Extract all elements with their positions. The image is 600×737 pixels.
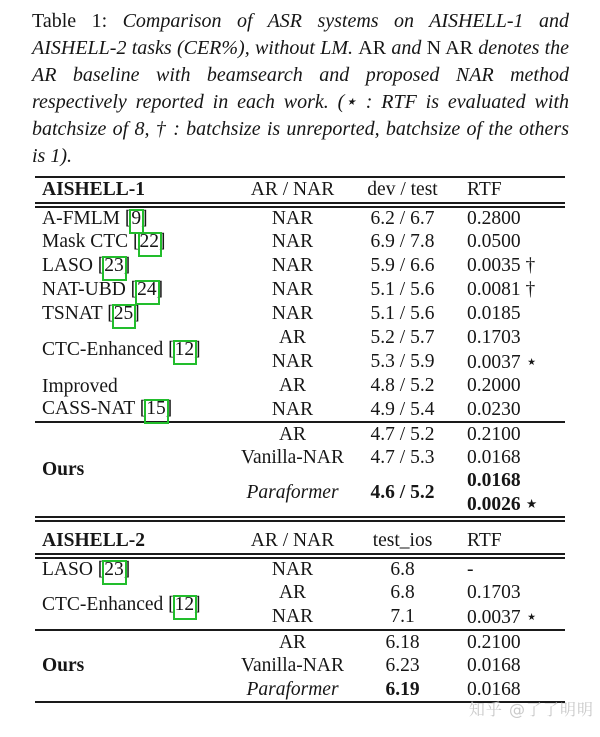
mode-cell: AR: [278, 423, 307, 445]
rtf-cell: 0.0230: [467, 398, 521, 420]
aishell1-table: [35, 176, 565, 522]
table-row: [35, 326, 565, 350]
mode-cell: Paraformer: [246, 482, 339, 503]
score-cell: 5.1 / 5.6: [370, 279, 435, 300]
model-name: TSNAT [: [42, 303, 114, 324]
mode-cell: AR: [278, 582, 307, 603]
score-cell: 4.8 / 5.2: [370, 375, 435, 396]
rtf-cell: 0.0081 †: [467, 279, 536, 300]
table-row: [35, 230, 565, 254]
mode-cell: NAR: [271, 303, 314, 324]
table-row: [35, 374, 565, 398]
mode-cell: NAR: [271, 398, 314, 420]
mode-cell: AR: [278, 327, 307, 348]
rtf-cell: 0.2800: [467, 208, 521, 229]
rtf-cell: -: [467, 559, 474, 580]
citation-link[interactable]: 23: [104, 255, 124, 276]
mode-cell: Paraformer: [246, 678, 339, 700]
rtf-cell: 0.0037 ⋆: [467, 607, 538, 628]
score-cell: 4.7 / 5.3: [370, 447, 435, 468]
table1-header-row: [35, 177, 565, 205]
aishell2-table: [35, 528, 565, 703]
score-cell: 5.3 / 5.9: [370, 351, 435, 372]
citation-link[interactable]: 12: [174, 339, 195, 360]
rtf-cell: 0.0500: [467, 231, 521, 252]
score-cell: 6.2 / 6.7: [370, 208, 435, 229]
score-cell: 4.6 / 5.2: [370, 482, 435, 503]
zhihu-watermark: 知乎 @了了明明: [468, 700, 594, 719]
model-cell: [35, 581, 235, 630]
model-name-end: ]: [159, 231, 166, 252]
table2-title: AISHELL-2: [42, 529, 145, 551]
model-cell: [35, 302, 235, 326]
caption-text-2: denotes the AR baseline with beamsearch and proposed NAR method respectively reported in each work. (⋆ : RTF is evaluated with batchsize of 8, † : batchsize is unreported, batchsize of the others is 1).: [32, 37, 570, 167]
score-cell: 4.9 / 5.4: [370, 398, 435, 420]
model-cell: [35, 556, 235, 581]
score-cell: 5.9 / 6.6: [370, 255, 435, 276]
rtf-cell: 0.2100: [467, 631, 521, 653]
rtf-cell: [455, 470, 565, 519]
citation-link[interactable]: 15: [146, 397, 166, 419]
model-name: CTC-Enhanced [: [42, 339, 175, 360]
score-cell: 6.8: [390, 582, 415, 603]
table1-title: AISHELL-1: [42, 179, 145, 200]
rtf-cell: 0.0168: [467, 447, 521, 468]
table1-col-rtf: RTF: [467, 179, 502, 200]
model-name: Mask CTC [: [42, 231, 140, 252]
rtf-cell: 0.0035 †: [467, 255, 536, 276]
rtf-cell: 0.1703: [467, 582, 521, 603]
ours-label-cell: Ours: [42, 655, 85, 676]
mode-cell: AR: [278, 375, 307, 396]
mode-cell: NAR: [271, 351, 314, 372]
table2-col-score: test_ios: [372, 529, 433, 551]
rtf-cell: 0.2000: [467, 375, 521, 396]
score-cell: 5.1 / 5.6: [370, 303, 435, 324]
model-name: NAT-UBD [: [42, 279, 138, 300]
table-row: [35, 630, 565, 654]
model-name-end: ]: [194, 339, 201, 360]
model-name-end: ]: [123, 559, 131, 580]
score-cell: 6.19: [385, 678, 420, 700]
rtf-cell: 0.0185: [467, 303, 521, 324]
citation-link[interactable]: 9: [131, 208, 142, 229]
citation-link[interactable]: 22: [139, 231, 159, 252]
score-cell: 6.8: [390, 559, 415, 580]
caption-label: Table 1:: [32, 10, 108, 32]
model-cell: [35, 278, 235, 302]
rtf-cell: 0.0168: [467, 655, 521, 676]
model-cell: [35, 254, 235, 278]
table-row: [35, 581, 565, 605]
table2-header-row: [35, 528, 565, 556]
citation-link[interactable]: 12: [174, 594, 195, 615]
model-name: A-FMLM [: [42, 208, 132, 229]
mode-cell: NAR: [271, 559, 314, 580]
model-name-end: ]: [156, 279, 164, 300]
score-cell: 6.9 / 7.8: [370, 231, 435, 252]
model-cell: [35, 205, 235, 230]
caption-math-ar: AR: [358, 37, 387, 59]
table2-col-mode: AR / NAR: [250, 529, 335, 551]
mode-cell: NAR: [271, 231, 314, 252]
caption-conjunction: and: [391, 37, 422, 59]
rtf-cell: 0.1703: [467, 327, 521, 348]
citation-link[interactable]: 23: [104, 559, 124, 580]
score-cell: 7.1: [390, 606, 415, 627]
table1-col-score: dev / test: [367, 179, 438, 200]
rtf-value-1: 0.0168: [467, 470, 521, 491]
model-name: LASO [: [42, 559, 105, 580]
citation-link[interactable]: 24: [137, 279, 157, 300]
model-name-end: ]: [141, 208, 148, 229]
mode-cell: NAR: [271, 255, 314, 276]
model-cell: [35, 374, 235, 422]
caption-text-1: Comparison of ASR systems on AISHELL-1 and AISHELL-2 tasks (CER%), without LM.: [32, 10, 569, 59]
table-row: [35, 422, 565, 446]
model-cell: [35, 230, 235, 254]
model-cell: [35, 326, 235, 374]
score-cell: 6.18: [385, 631, 420, 653]
model-name-end: ]: [194, 594, 201, 615]
table-row: [35, 205, 565, 230]
rtf-cell: 0.0168: [467, 678, 521, 700]
model-name-end: ]: [123, 255, 131, 276]
model-name-line1: Improved: [42, 375, 118, 397]
mode-cell: Vanilla-NAR: [241, 655, 344, 676]
score-cell: 6.23: [385, 655, 420, 676]
rtf-value-2: 0.0026 ⋆: [467, 494, 538, 515]
model-name-end: ]: [133, 303, 140, 324]
rtf-cell: 0.0037 ⋆: [467, 352, 538, 373]
model-name-end: ]: [165, 397, 173, 419]
model-name: CASS-NAT [: [42, 397, 147, 419]
citation-link[interactable]: 25: [113, 303, 134, 324]
table-caption: [32, 8, 569, 170]
table-row: [35, 302, 565, 326]
table2-col-rtf: RTF: [467, 529, 502, 551]
mode-cell: NAR: [271, 606, 314, 627]
rtf-cell: 0.2100: [467, 423, 521, 445]
mode-cell: Vanilla-NAR: [241, 447, 344, 468]
caption-math-nar: N AR: [426, 37, 473, 59]
model-name-line2: [42, 398, 235, 420]
ours-label-cell: Ours: [42, 458, 85, 480]
score-cell: 5.2 / 5.7: [370, 327, 435, 348]
table-row: [35, 278, 565, 302]
table-row: [35, 556, 565, 581]
mode-cell: NAR: [271, 279, 314, 300]
mode-cell: NAR: [271, 208, 314, 229]
score-cell: 4.7 / 5.2: [370, 423, 435, 445]
mode-cell: AR: [278, 631, 307, 653]
model-name: LASO [: [42, 255, 105, 276]
table1-col-mode: AR / NAR: [250, 179, 335, 200]
model-name: CTC-Enhanced [: [42, 594, 175, 615]
table-row: [35, 254, 565, 278]
